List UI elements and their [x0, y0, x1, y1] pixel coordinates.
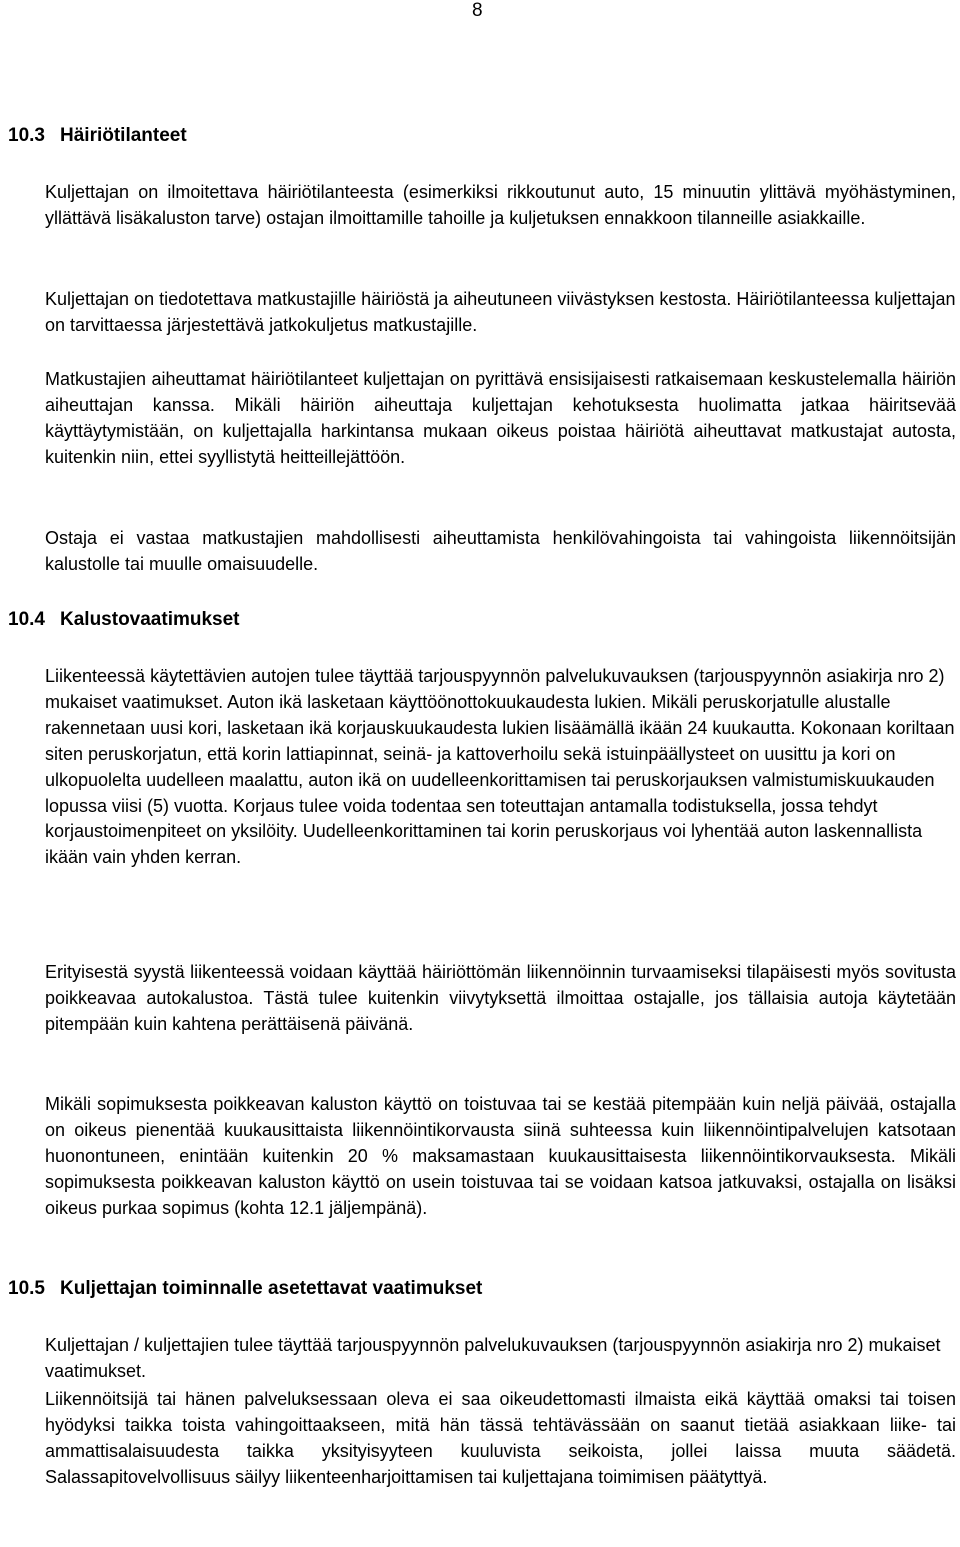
paragraph: Ostaja ei vastaa matkustajien mahdollisesti aiheuttamista henkilövahingoista tai vahingoista liikennöitsijän kalustolle tai muulle omaisuudelle. — [45, 528, 956, 574]
paragraph: Liikennöitsijä tai hänen palveluksessaan oleva ei saa oikeudettomasti ilmaista eikä käyttää omaksi tai toisen hyödyksi taikka toista vahingoittaakseen, mitä hän tässä tehtävässään on saanut tietää asiakkaan liike- tai ammattisalaisuudesta taikka yksityisyyteen kuuluvista seikoista, jollei laissa muuta säädetä. Salassapitovelvollisuus säilyy liikenteenharjoittamisen tai kuljettajana toimimisen päätyttyä. — [45, 1389, 956, 1487]
section-number: 10.3 — [8, 125, 45, 146]
paragraph: Liikenteessä käytettävien autojen tulee täyttää tarjouspyynnön palvelukuvauksen (tarjouspyynnön asiakirja nro 2) mukaiset vaatimukset. Auton ikä lasketaan käyttöönottokuukaudesta lukien. Mikäli peruskorjatulle alustalle rakennetaan uusi kori, lasketaan ikä korjauskuukaudesta lukien lisäämällä ikään 24 kuukautta. Kokonaan koriltaan siten peruskorjatun, että korin lattiapinnat, seinä- ja kattoverhoilu sekä istuinpäällysteet on uusittu ja kori on ulkopuolelta uudelleen maalattu, auton ikä on uudelleenkorittamisen tai peruskorjauksen valmistumiskuukauden lopussa viisi (5) vuotta. Korjaus tulee voida todentaa sen toteuttajan antamalla todistuksella, jossa tehdyt korjaustoimenpiteet on yksilöity. Uudelleenkorittaminen tai korin peruskorjaus voi lyhentää auton laskennallista ikään vain yhden kerran. — [45, 666, 955, 868]
section-title: Kuljettajan toiminnalle asetettavat vaatimukset — [60, 1278, 483, 1299]
paragraph: Kuljettajan / kuljettajien tulee täyttää tarjouspyynnön palvelukuvauksen (tarjouspyynnön asiakirja nro 2) mukaiset vaatimukset. — [45, 1335, 941, 1381]
section-title: Häiriötilanteet — [60, 125, 187, 146]
paragraph: Erityisestä syystä liikenteessä voidaan käyttää häiriöttömän liikennöinnin turvaamiseksi tilapäisesti myös sovitusta poikkeavaa autokalustoa. Tästä tulee kuitenkin viivytyksettä ilmoittaa ostajalle, jos tällaisia autoja käytetään pitempään kuin kahtena perättäisenä päivänä. — [45, 962, 956, 1034]
paragraph: Mikäli sopimuksesta poikkeavan kaluston käyttö on toistuvaa tai se kestää pitempään kuin neljä päivää, ostajalla on oikeus pienentää kuukausittaista liikennöintikorvausta siinä suhteessa kuin liikennöintipalvelujen katsotaan huonontuneen, enintään kuitenkin 20 % maksamastaan kuukausittaisesta liikennöintikorvauksesta. Mikäli sopimuksesta poikkeavan kaluston käyttö on usein toistuvaa tai se voidaan katsoa jatkuvaksi, ostajalla on lisäksi oikeus purkaa sopimus (kohta 12.1 jäljempänä). — [45, 1094, 956, 1218]
paragraph: Kuljettajan on tiedotettava matkustajille häiriöstä ja aiheutuneen viivästyksen kestosta. Häiriötilanteessa kuljettajan on tarvittaessa järjestettävä jatkokuljetus matkustajille. — [45, 289, 956, 335]
section-heading-10-3 — [8, 124, 187, 148]
section-heading-10-4 — [8, 608, 240, 632]
page-number: 8 — [472, 0, 483, 21]
section-heading-10-5 — [8, 1277, 482, 1301]
paragraph: Kuljettajan on ilmoitettava häiriötilanteesta (esimerkiksi rikkoutunut auto, 15 minuutin ylittävä myöhästyminen, yllättävä lisäkaluston tarve) ostajan ilmoittamille tahoille ja kuljetuksen ennakkoon tilanneille asiakkaille. — [45, 182, 956, 228]
section-number: 10.5 — [8, 1278, 45, 1299]
section-title: Kalustovaatimukset — [60, 609, 240, 630]
paragraph: Matkustajien aiheuttamat häiriötilanteet kuljettajan on pyrittävä ensisijaisesti ratkaisemaan keskustelemalla häiriön aiheuttajan kanssa. Mikäli häiriön aiheuttaja kuljettajan kehotuksesta huolimatta jatkaa häiritsevää käyttäytymistään, on kuljettajalla harkintansa mukaan oikeus poistaa häiriötä aiheuttavat matkustajat autosta, kuitenkin niin, ettei syyllistytä heitteillejättöön. — [45, 369, 956, 467]
section-number: 10.4 — [8, 609, 45, 630]
